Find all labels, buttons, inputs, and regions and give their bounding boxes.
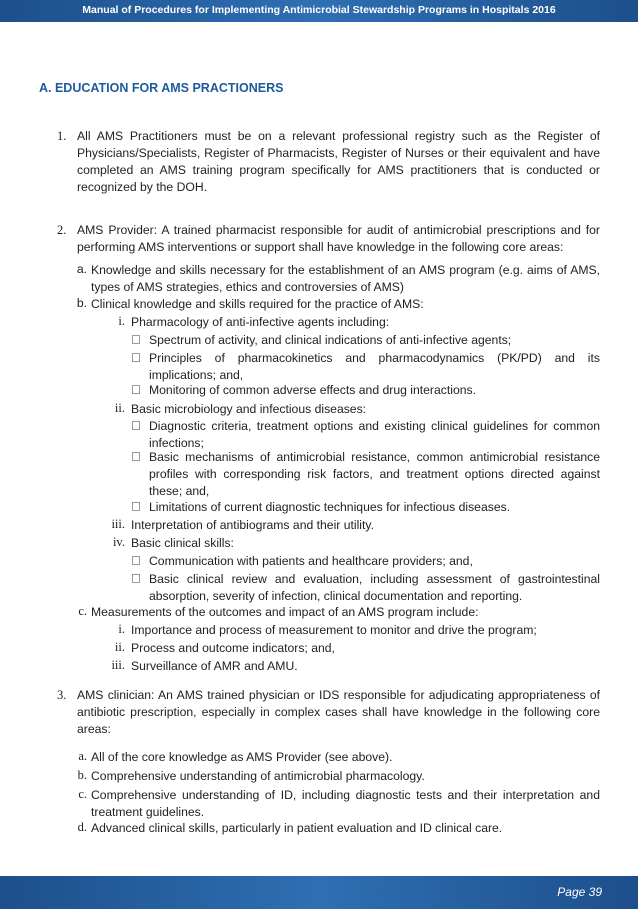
header-title: Manual of Procedures for Implementing Antimicrobial Stewardship Programs in Hospitals 2016 <box>82 4 556 16</box>
sub-item-text: All of the core knowledge as AMS Provider (see above). <box>91 750 393 764</box>
roman-label: i. <box>118 622 125 636</box>
bullet-text: Principles of pharmacokinetics and pharmacodynamics (PK/PD) and its implications; and, <box>149 351 600 382</box>
header-band <box>0 0 638 22</box>
checkbox-bullet-icon <box>132 335 140 344</box>
sub-item-text: Comprehensive understanding of antimicrobial pharmacology. <box>91 769 425 783</box>
item-number: 2. <box>57 223 67 237</box>
roman-text: Basic microbiology and infectious diseases: <box>131 402 367 416</box>
list-item <box>57 128 600 196</box>
sub-item-text: Advanced clinical skills, particularly in patient evaluation and ID clinical care. <box>91 821 503 835</box>
roman-label: iv. <box>112 535 125 549</box>
sub-item-text <box>91 262 600 296</box>
checkbox-bullet-icon <box>132 452 140 461</box>
roman-text: Process and outcome indicators; and, <box>131 641 335 655</box>
roman-text: Surveillance of AMR and AMU. <box>131 659 298 673</box>
sub-item-text: Clinical knowledge and skills required for the practice of AMS: <box>91 297 424 311</box>
item-text: AMS clinician: An AMS trained physician or IDS responsible for adjudicating appropriateness of antibiotic prescription, especially in complex cases shall have knowledge in the following core areas: <box>77 688 600 736</box>
bullet-item <box>149 350 600 384</box>
roman-text: Importance and process of measurement to monitor and drive the program; <box>131 623 537 637</box>
bullet-text: Diagnostic criteria, treatment options and existing clinical guidelines for common infections; <box>149 419 600 450</box>
list-item <box>57 687 600 738</box>
provider-a-text: Knowledge and skills necessary for the establishment of an AMS program (e.g. aims of AMS, types of AMS strategies, ethics and controversies of AMS) <box>91 263 600 294</box>
footer-band <box>0 876 638 909</box>
checkbox-bullet-icon <box>132 502 140 511</box>
sub-label: c. <box>78 604 87 618</box>
item-number: 1. <box>57 129 67 143</box>
bullet-item <box>149 449 600 500</box>
bullet-item <box>149 382 600 398</box>
sub-label: d. <box>77 820 87 834</box>
sub-label: b. <box>76 296 87 310</box>
sub-label: a. <box>78 749 87 763</box>
roman-text: Basic clinical skills: <box>131 536 234 550</box>
bullet-item <box>149 418 600 452</box>
roman-label: iii. <box>111 517 125 531</box>
item-text: AMS Provider: A trained pharmacist responsible for audit of antimicrobial prescriptions and for performing AMS interventions or support shall have knowledge in the following core areas: <box>77 223 600 254</box>
bullet-item <box>149 553 600 569</box>
checkbox-bullet-icon <box>132 385 140 394</box>
item-text: All AMS Practitioners must be on a relevant professional registry such as the Register of Physicians/Specialists, Register of Pharmacists, Register of Nurses or their equivalent and have completed an AMS training program specifically for AMS practitioners that is conducted or recognized by the DOH. <box>77 129 600 194</box>
bullet-text: Monitoring of common adverse effects and drug interactions. <box>149 383 476 397</box>
checkbox-bullet-icon <box>132 556 140 565</box>
bullet-item <box>149 499 600 515</box>
bullet-item <box>149 571 600 605</box>
roman-label: ii. <box>114 401 125 415</box>
bullet-text: Limitations of current diagnostic techniques for infectious diseases. <box>149 500 511 514</box>
roman-text: Interpretation of antibiograms and their utility. <box>131 518 374 532</box>
sub-item-text: Comprehensive understanding of ID, including diagnostic tests and their interpretation and treatment guidelines. <box>91 788 600 819</box>
sub-label: b. <box>77 768 87 782</box>
page-number: Page 39 <box>557 885 602 899</box>
roman-label: ii. <box>114 640 125 654</box>
bullet-text: Spectrum of activity, and clinical indications of anti-infective agents; <box>149 333 512 347</box>
sub-label: c. <box>78 787 87 801</box>
roman-label: i. <box>118 314 125 328</box>
checkbox-bullet-icon <box>132 421 140 430</box>
roman-text: Pharmacology of anti-infective agents including: <box>131 315 390 329</box>
checkbox-bullet-icon <box>132 574 140 583</box>
sub-label: a. <box>76 262 87 276</box>
checkbox-bullet-icon <box>132 353 140 362</box>
bullet-text: Basic clinical review and evaluation, including assessment of gastrointestinal absorption, severity of infection, clinical documentation and reporting. <box>149 572 600 603</box>
bullet-item <box>149 332 600 348</box>
bullet-text: Communication with patients and healthcare providers; and, <box>149 554 473 568</box>
list-item <box>57 222 600 256</box>
roman-label: iii. <box>111 658 125 672</box>
bullet-text: Basic mechanisms of antimicrobial resistance, common antimicrobial resistance profiles with corresponding risk factors, and treatment options directed against these; and, <box>149 450 600 498</box>
sub-item-text: Measurements of the outcomes and impact of an AMS program include: <box>91 605 479 619</box>
item-number: 3. <box>57 688 67 702</box>
section-title: A. EDUCATION FOR AMS PRACTIONERS <box>39 81 284 95</box>
